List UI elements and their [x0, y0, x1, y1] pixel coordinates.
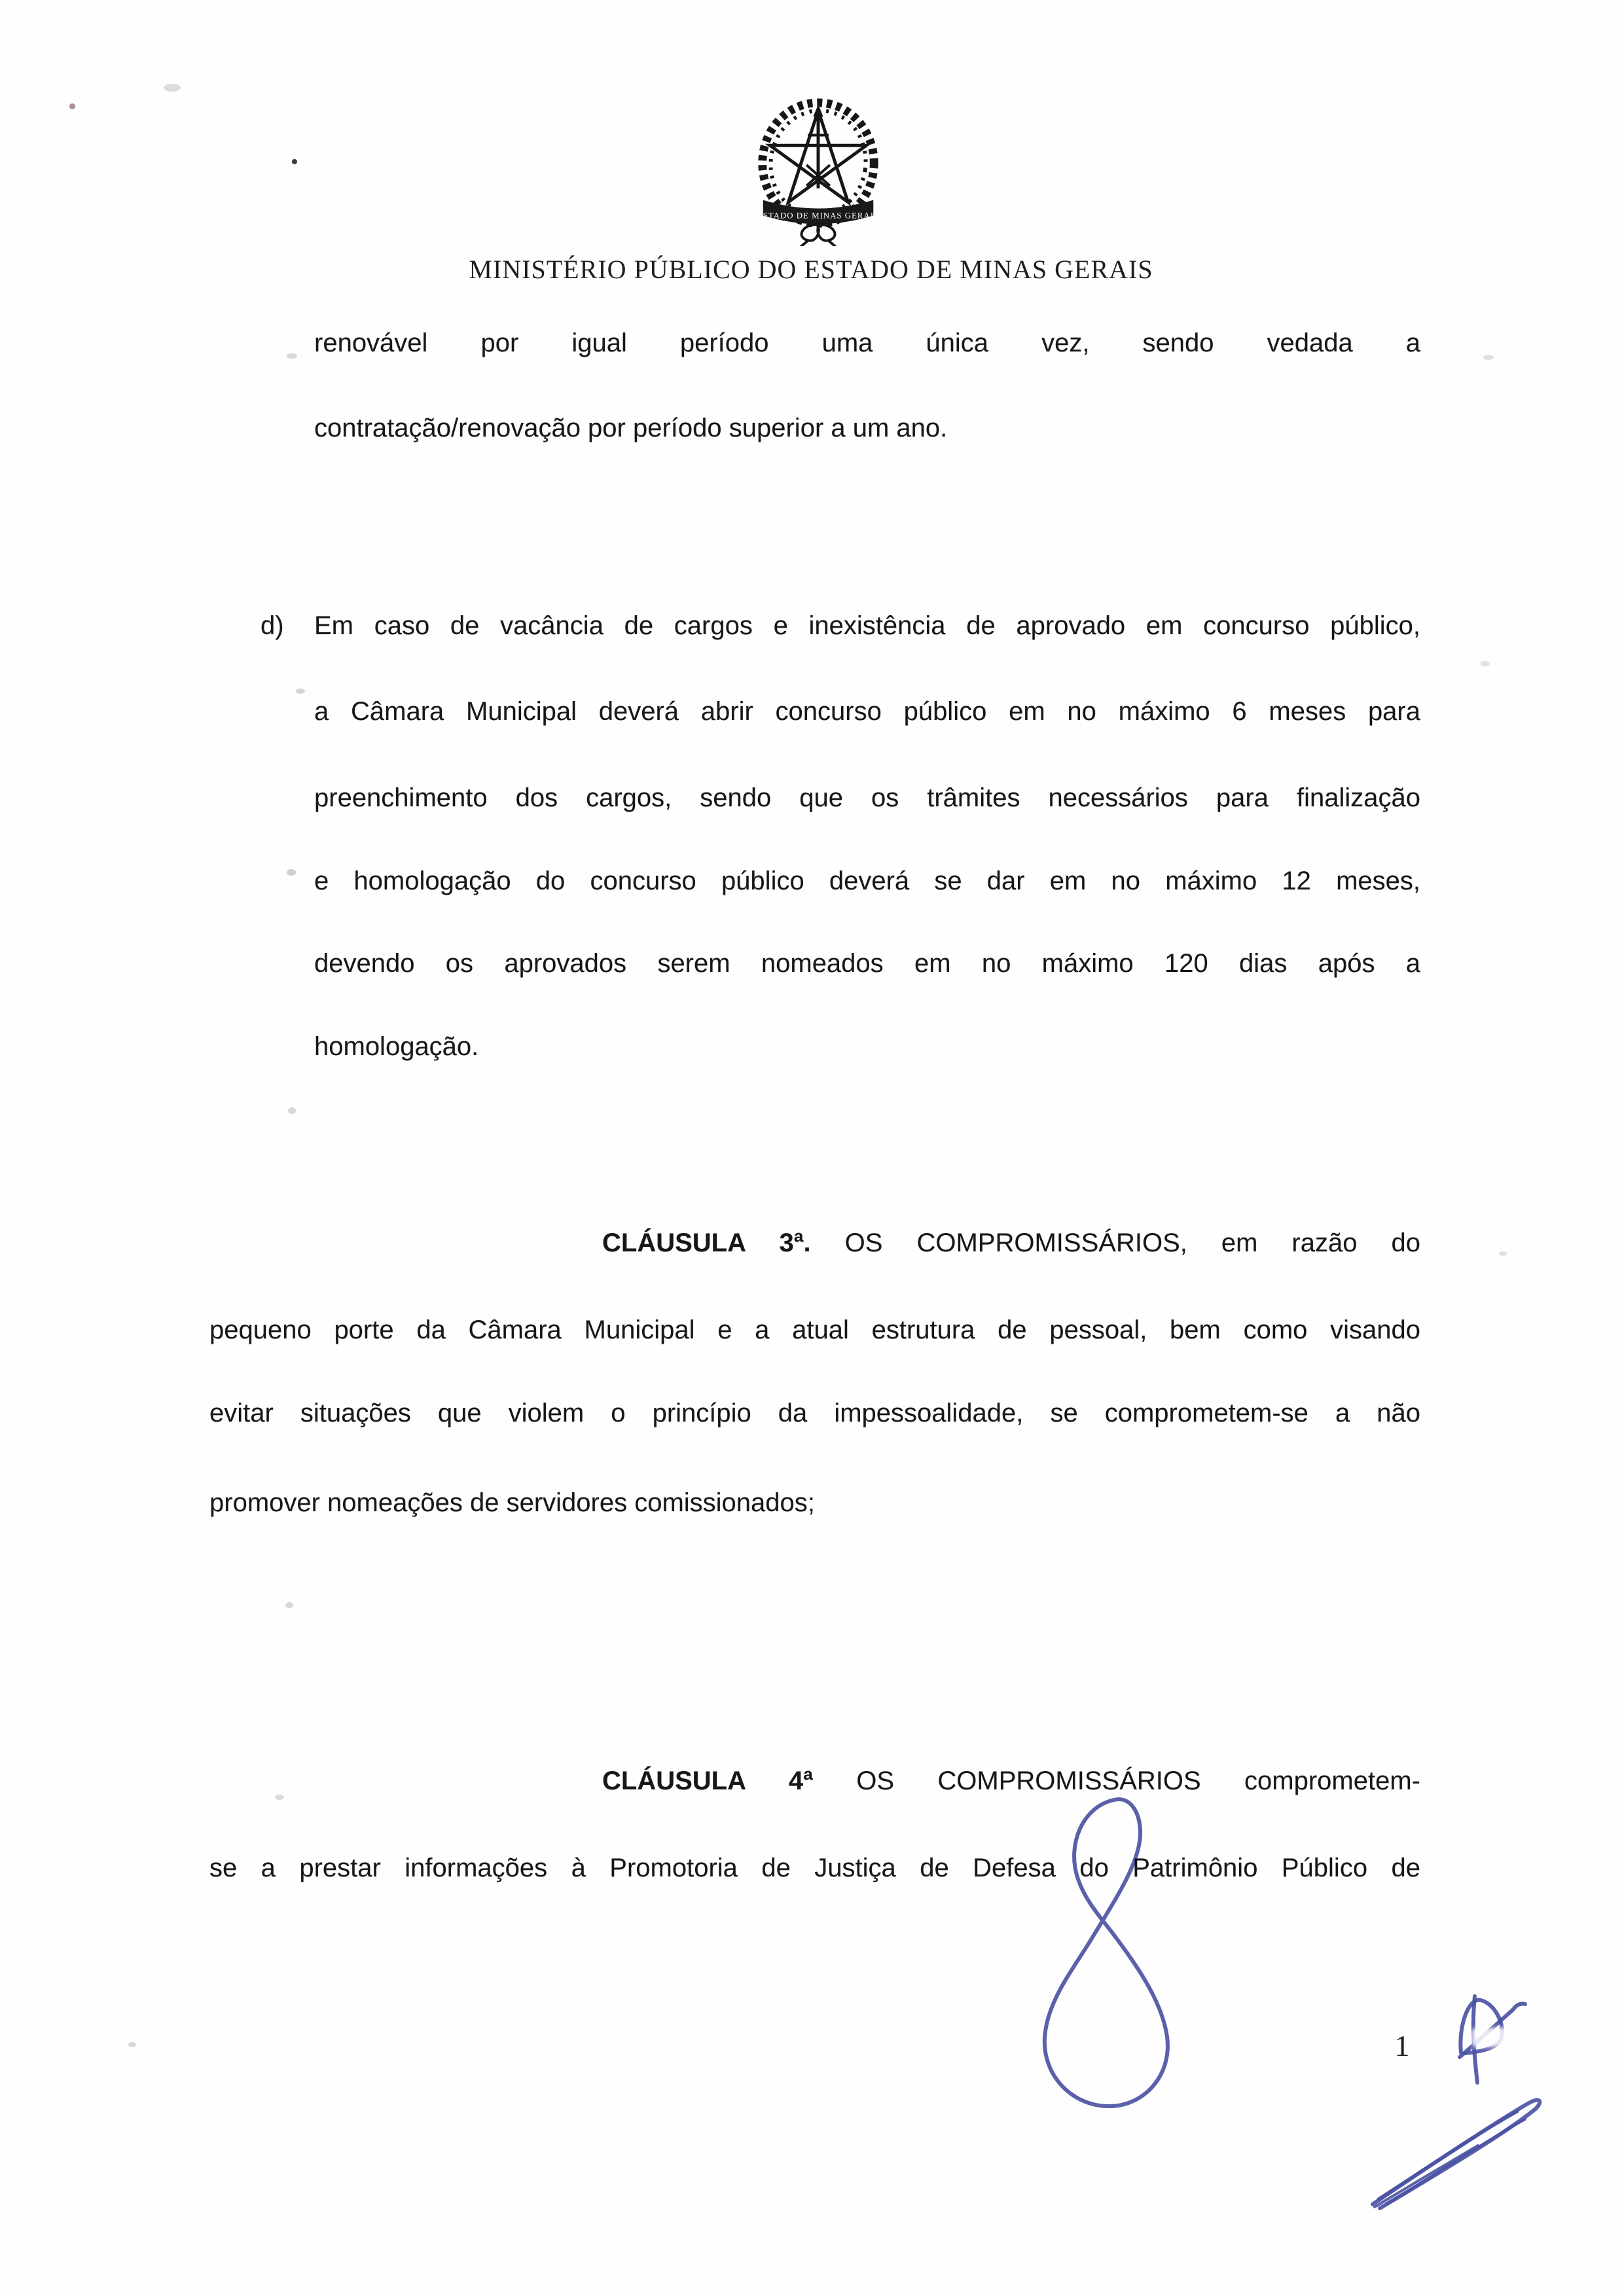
clausula-3-heading-line — [602, 1226, 1420, 1260]
bow-tail-left — [801, 240, 808, 246]
scan-speck — [288, 1107, 296, 1114]
item-d-line: devendo os aprovados serem nomeados em no máximo 120 dias após a — [314, 949, 1420, 978]
clausula-4-heading: CLÁUSULA 4ª — [602, 1767, 813, 1795]
whiteout-smudge — [1471, 2028, 1512, 2047]
scan-speck — [69, 103, 75, 109]
scan-speck — [287, 353, 297, 359]
clausula-3-line: pequeno porte da Câmara Municipal e a atual estrutura de pessoal, bem como visando — [209, 1316, 1420, 1344]
item-d-line: homologação. — [314, 1032, 479, 1061]
item-d-line: preenchimento dos cargos, sendo que os trâmites necessários para finalização — [314, 783, 1420, 812]
scan-speck — [287, 869, 296, 876]
list-item-d-marker: d) — [261, 611, 284, 640]
clausula-3-line: evitar situações que violem o princípio da impessoalidade, se comprometem-se a não — [209, 1399, 1420, 1427]
paragraph-line: contratação/renovação por período superior a um ano. — [314, 414, 948, 442]
clausula-4-heading-continuation: OS COMPROMISSÁRIOS comprometem- — [812, 1767, 1420, 1795]
paragraph-line: renovável por igual período uma única vez, sendo vedada a — [314, 329, 1420, 357]
scan-speck — [164, 84, 181, 92]
whiteout-smudge — [1492, 2145, 1538, 2169]
org-name: MINISTÉRIO PÚBLICO DO ESTADO DE MINAS GERAIS — [469, 255, 1153, 284]
scan-speck — [1499, 1251, 1507, 1256]
clausula-4-line: se a prestar informações à Promotoria de Justiça de Defesa do Patrimônio Público de — [209, 1854, 1420, 1882]
scan-speck — [128, 2042, 136, 2047]
scan-speck — [1483, 355, 1494, 360]
coat-of-arms-icon — [744, 96, 893, 246]
item-d-line: a Câmara Municipal deverá abrir concurso público em no máximo 6 meses para — [314, 697, 1420, 726]
item-d-line: e homologação do concurso público deverá se dar em no máximo 12 meses, — [314, 867, 1420, 895]
clausula-3-heading: CLÁUSULA 3ª. — [602, 1229, 811, 1257]
clausula-3-heading-continuation: OS COMPROMISSÁRIOS, em razão do — [810, 1229, 1420, 1257]
banner-text: ESTADO DE MINAS GERAIS — [757, 211, 880, 221]
scan-speck — [275, 1795, 284, 1800]
clausula-3-line: promover nomeações de servidores comissionados; — [209, 1488, 815, 1517]
figure-eight-signature-loop-mark — [1045, 1799, 1168, 2106]
item-d-line: Em caso de vacância de cargos e inexistência de aprovado em concurso público, — [314, 611, 1420, 640]
scan-speck — [285, 1602, 293, 1608]
coat-of-arms-svg — [744, 96, 893, 246]
page-number: 1 — [1394, 2029, 1410, 2062]
scan-speck — [292, 159, 297, 164]
scan-speck — [1481, 661, 1490, 666]
bow-tail-right — [828, 240, 836, 246]
clausula-4-heading-line — [602, 1764, 1420, 1798]
scan-speck — [296, 689, 305, 694]
